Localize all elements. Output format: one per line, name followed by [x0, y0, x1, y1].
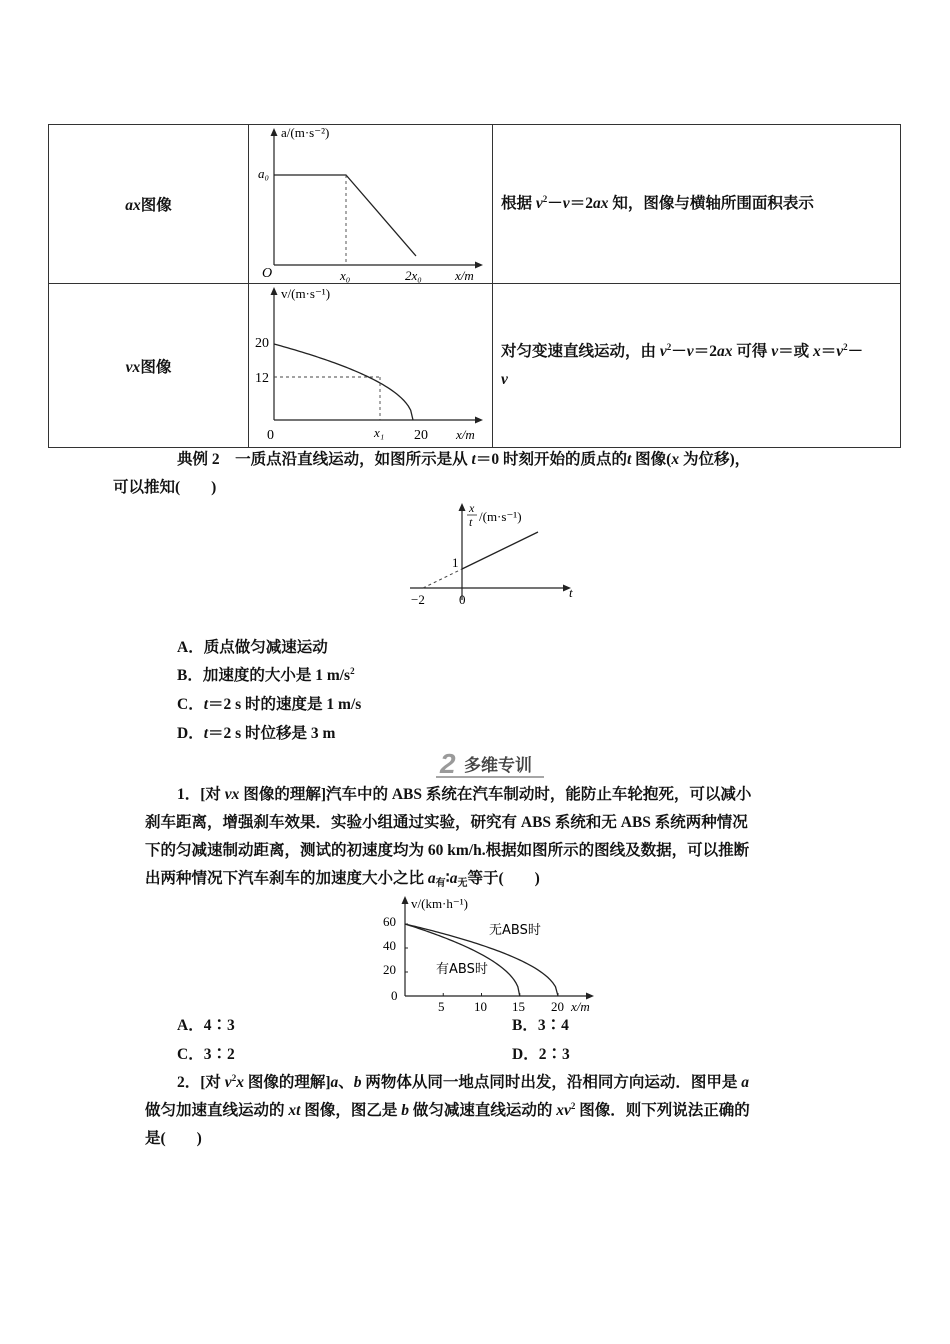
y-axis-arrow [459, 503, 466, 511]
vx-graph-cell [249, 284, 493, 448]
x-tick-15: 15 [512, 999, 525, 1013]
tick-20-label: 20 [255, 336, 269, 351]
x-axis-label: x/m [571, 999, 590, 1013]
table-row-vx [49, 284, 901, 448]
graph-table [48, 124, 901, 448]
x-axis-label: x/m [455, 268, 474, 283]
y-axis-arrow [402, 896, 409, 904]
example2-option-d[interactable]: D．t＝2 s 时位移是 3 m [177, 725, 336, 742]
no-abs-label: 无ABS时 [489, 923, 541, 938]
row-desc-ax: 根据 $v^2-v=2ax$ 知，图像与横轴所围面积表示 [493, 125, 901, 284]
example2-stem: 典例 2 一质点沿直线运动，如图所示是从 t＝0 时刻开始的质点的t 图像(x 为位移)， 可以推知( ) [113, 451, 751, 496]
abs-label: 有ABS时 [436, 962, 488, 977]
row-label-ax: ax图像 [49, 125, 249, 284]
q1-option-a[interactable]: A．4∶3 [177, 1017, 235, 1034]
example2-option-a[interactable]: A．质点做匀减速运动 [177, 639, 328, 656]
x1-label: x₁ [374, 425, 385, 440]
vx-graph [249, 284, 492, 447]
tick-12-label: 12 [255, 371, 269, 386]
tick-1-label: 1 [452, 555, 459, 570]
origin-label: 0 [267, 428, 274, 443]
section-number: 2 [440, 748, 456, 779]
a0-label: a₀ [258, 166, 270, 181]
q1-option-b[interactable]: B．3∶4 [512, 1017, 569, 1034]
example2-option-c[interactable]: C．t＝2 s 时的速度是 1 m/s [177, 696, 362, 713]
y-tick-40: 40 [383, 938, 396, 953]
y-axis-label: a/(m·s⁻²) [281, 125, 330, 140]
table-row-ax [49, 125, 901, 284]
y-tick-0: 0 [391, 988, 398, 1003]
ax-graph [249, 125, 492, 283]
y-axis-arrow [271, 287, 278, 295]
row-label-vx: vx图像 [49, 284, 249, 448]
v-x-curve [274, 344, 413, 420]
origin-label: 0 [459, 592, 466, 607]
row-desc-vx: 对匀变速直线运动，由 $v^2-v=2ax$ 可得 v＝或 $x=v^2-$ v [493, 284, 901, 448]
x-tick-5: 5 [438, 999, 445, 1013]
example2-graph [405, 500, 580, 612]
q1-option-d[interactable]: D．2∶3 [512, 1046, 570, 1063]
section-title-text: 多维专训 [464, 756, 532, 776]
abs-graph [378, 893, 603, 1013]
origin-label: O [262, 266, 273, 281]
x20-label: 20 [414, 428, 428, 443]
y-tick-20: 20 [383, 962, 396, 977]
x-tick-20: 20 [551, 999, 564, 1013]
q2-stem: 2．[对 $v^2x$ 图像的理解]a、b 两物体从同一地点同时出发，沿相同方向运动．图甲是 a 做匀加速直线运动的 xt 图像，图乙是 b 做匀减速直线运动的 $xv^2$ 图像．则下列说法正确的 是( ) [145, 1073, 750, 1147]
2x0-label: 2x₀ [405, 268, 422, 283]
y-tick-60: 60 [383, 914, 396, 929]
x0-label: x₀ [340, 268, 351, 283]
section-title [432, 746, 552, 780]
y-axis-label: v/(km·h⁻¹) [411, 896, 468, 911]
tick-neg2-label: −2 [411, 592, 425, 607]
ax-graph-cell [249, 125, 493, 284]
q1-stem: 1．[对 vx 图像的理解]汽车中的 ABS 系统在汽车制动时，能防止车轮抱死，可以减小 刹车距离，增强刹车效果．实验小组通过实验，研究有 ABS 系统和无 ABS 系统两种情况 下的匀减速制动距离，测试的初速度均为 60 km/h.根据如图所示的图线及数据，可以推断 出两种情况下汽车刹车的加速度大小之比 $a_有∶a_无$等于( ) [145, 786, 752, 889]
example2-option-b[interactable]: B．加速度的大小是 1 $m/s^2$ [177, 666, 355, 684]
y-label-numerator: x [469, 501, 475, 515]
y-label-denominator: t [469, 515, 473, 529]
y-label-unit: /(m·s⁻¹) [479, 509, 522, 524]
y-axis-label: v/(m·s⁻¹) [281, 286, 331, 301]
q1-option-c[interactable]: C．3∶2 [177, 1046, 235, 1063]
x-over-t-line [462, 532, 538, 569]
x-axis-label: x/m [456, 427, 475, 442]
t-axis-label: t [569, 585, 573, 600]
extrapolated-dashed [423, 569, 462, 588]
x-axis-arrow [475, 417, 483, 424]
x-tick-10: 10 [474, 999, 487, 1013]
